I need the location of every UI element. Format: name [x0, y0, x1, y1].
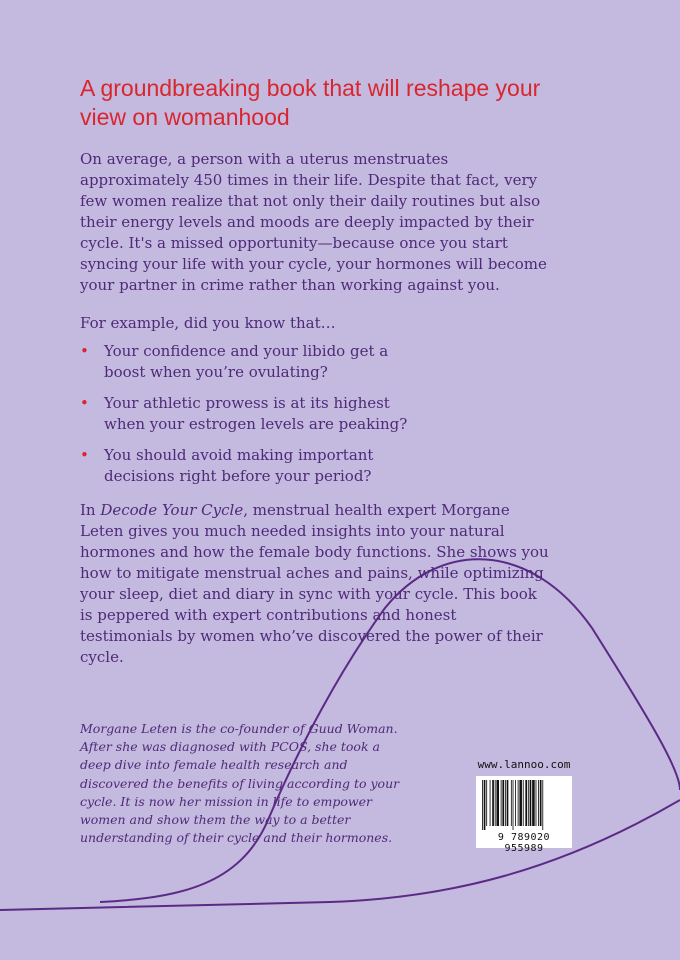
barcode-bar — [528, 780, 529, 826]
barcode-bar — [502, 780, 504, 826]
example-lead: For example, did you know that… — [80, 314, 336, 332]
headline: A groundbreaking book that will reshape your view on womanhood — [80, 75, 541, 130]
barcode-bar — [495, 780, 496, 826]
list-item — [80, 341, 410, 383]
book-title: Decode Your Cycle — [100, 501, 244, 519]
barcode-bar — [538, 780, 539, 826]
barcode-bars-icon — [482, 780, 566, 830]
barcode-bar — [542, 780, 543, 830]
description-prefix: In — [80, 501, 101, 519]
barcode-bar — [486, 780, 487, 826]
barcode-bar — [519, 780, 522, 826]
barcode-bar — [496, 780, 499, 826]
barcode-bar — [525, 780, 527, 826]
barcode-bar — [540, 780, 542, 826]
barcode-bar — [511, 780, 512, 826]
author-bio: Morgane Leten is the co-founder of Guud Woman. After she was diagnosed with PCOS, she took a deep dive into female health research and discovered the benefits of living according to your cycle. It is now her mission in life to empower women and show them the way to a better understanding of their cycle and their hormones. — [80, 721, 400, 846]
barcode-bar — [484, 780, 486, 830]
bullet-dot-icon: • — [80, 342, 89, 360]
description-text: , menstrual health expert Morgane Leten gives you much needed insights into your natural hormones and how the female body functions. She shows you how to mitigate menstrual aches and pains, while optimizing your sleep, diet and diary in sync with your cycle. This book is peppered with expert contributions and honest testimonials by women who’ve discovered the power of their cycle. — [80, 501, 549, 666]
barcode-bar — [518, 780, 519, 826]
barcode-bar — [530, 780, 532, 826]
bullet-dot-icon: • — [80, 394, 89, 412]
barcode-bar — [490, 780, 491, 826]
list-item-text: Your athletic prowess is at its highest when your estrogen levels are peaking? — [104, 394, 408, 433]
list-item — [80, 445, 410, 487]
description-paragraph — [80, 500, 550, 668]
list-item-text: You should avoid making important decisions right before your period? — [104, 446, 374, 485]
intro-paragraph: On average, a person with a uterus menstruates approximately 450 times in their life. Despite that fact, very few women realize that not only their daily routines but also their energy levels and moods are deeply impacted by their cycle. It's a missed opportunity—because once you start syncing your life with your cycle, your hormones will become your partner in crime rather than working against you. — [80, 150, 547, 294]
barcode-bar — [536, 780, 537, 826]
list-item — [80, 393, 410, 435]
bullet-dot-icon: • — [80, 446, 89, 464]
barcode-bar — [532, 780, 535, 826]
fact-list — [80, 341, 410, 497]
list-item-text: Your confidence and your libido get a boost when you’re ovulating? — [104, 342, 389, 381]
barcode-bar — [523, 780, 524, 826]
barcode-bar — [505, 780, 506, 826]
barcode-bar — [492, 780, 494, 826]
publisher-url: www.lannoo.com — [477, 758, 571, 771]
barcode-bar — [501, 780, 502, 826]
barcode-bar — [515, 780, 516, 826]
isbn-number: 9 789020 955989 — [497, 832, 551, 854]
barcode-bar — [507, 780, 509, 826]
barcode-bar — [482, 780, 483, 830]
isbn-barcode — [476, 776, 572, 854]
barcode-bar — [513, 780, 514, 830]
